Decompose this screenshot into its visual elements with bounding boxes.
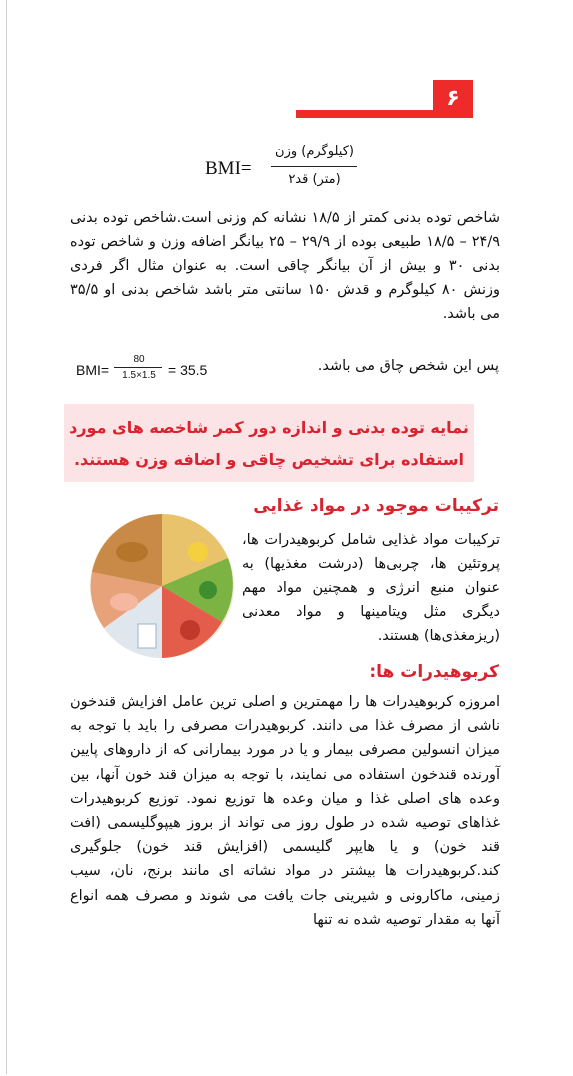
bmi-formula-numerator: (کیلوگرم) وزن: [275, 144, 354, 159]
carbohydrates-paragraph: امروزه کربوهیدرات ها را مهمترین و اصلی ترین عامل افزایش قندخون ناشی از مصرف غذا می دانند. کربوهیدرات مصرفی را باید با توجه به میزان انسولین مصرفی بیمار و یا در مورد بیمارانی که از داروهای پایین آورنده قندخون استفاده می نمایند، با توجه به میزان قند خون آنها، بین وعده های اصلی غذا و میان وعده ها توزیع نمود. توزیع کربوهیدرات غذاهای توصیه شده در طول روز می تواند از بروز هیپوگلیسمی (افت قند خون) و یا هایپر گلیسمی (افزایش قند خون) جلوگیری کند.کربوهیدرات ها بیشتر در مواد نشاته ای مانند برنج، نان، سیب زمینی، ماکارونی و شیرینی جات یافت می شوند و مصرف همه انواع آنها به مقدار توصیه شده نه تنها: [70, 694, 500, 928]
food-groups-plate-icon: [88, 512, 236, 660]
food-composition-paragraph: ترکیبات مواد غذایی شامل کربوهیدرات ها، پروتئین ها، چربی‌ها (درشت مغذیها) به عنوان منبع انرژی و همچنین مواد مهم دیگری مثل ویتامینها و مواد معدنی (ریزمغذی‌ها) هستند.: [242, 532, 500, 644]
bmi-explanation-paragraph: شاخص توده بدنی کمتر از ۱۸/۵ نشانه کم وزنی است.شاخص توده بدنی ۲۴/۹ – ۱۸/۵ طبیعی بوده از ۲۹/۹ – ۲۵ بیانگر اضافه وزن و شاخص توده بدنی ۳۰ و بیش از آن بیانگر چاقی است. به عنوان مثال اگر فردی وزنش ۸۰ کیلوگرم و قدش ۱۵۰ سانتی متر باشد شاخص بدنی او ۳۵/۵ می باشد.: [70, 210, 500, 322]
fraction-line: [114, 367, 162, 368]
bmi-formula-lhs: BMI=: [205, 158, 252, 179]
page-number: ۶: [433, 80, 473, 118]
carbohydrates-heading: کربوهیدرات ها:: [369, 662, 499, 682]
bmi-formula: [205, 144, 365, 194]
bmi-example-result: = 35.5: [168, 362, 208, 378]
bmi-example-numerator: 80: [133, 354, 145, 365]
highlight-box: نمایه توده بدنی و اندازه دور کمر شاخصه های مورد استفاده برای تشخیص چاقی و اضافه وزن هستند.: [64, 404, 474, 482]
bmi-example-denominator: 1.5×1.5: [122, 370, 156, 381]
fraction-line: [271, 166, 357, 167]
food-composition-heading: ترکیبات موجود در مواد غذایی: [253, 496, 499, 516]
bmi-formula-denominator: (متر) قد۲: [288, 172, 341, 187]
bmi-example-lhs: BMI=: [76, 362, 110, 378]
bmi-conclusion: پس این شخص چاق می باشد.: [317, 358, 499, 374]
bmi-example-calculation: [76, 354, 226, 388]
